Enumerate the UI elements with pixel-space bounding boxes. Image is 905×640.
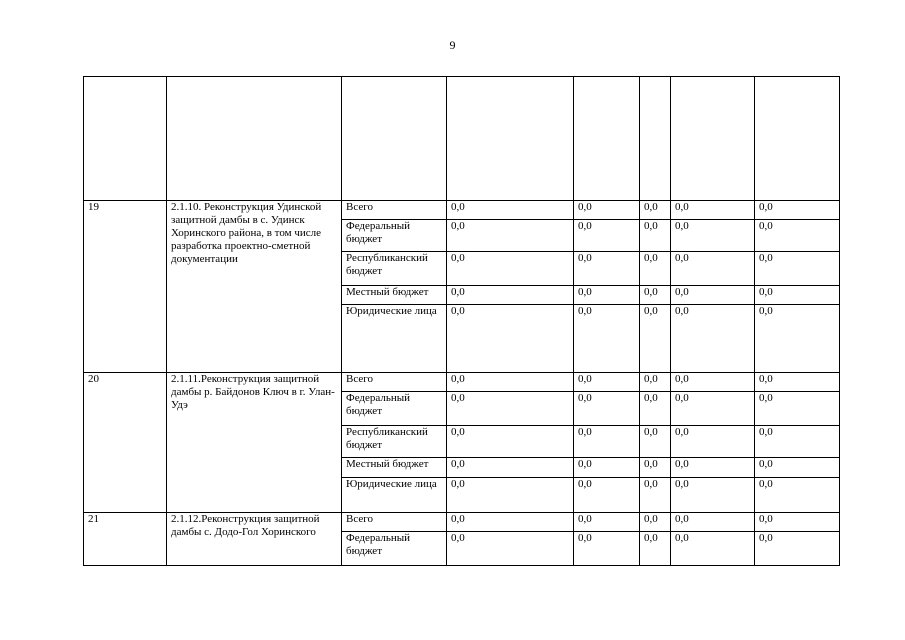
value-cell: 0,0 bbox=[671, 220, 755, 252]
header-cell bbox=[640, 77, 671, 201]
measure-name: 2.1.10. Реконструкция Удинской защитной дамбы в с. Удинск Хоринского района, в том числе разработка проектно-сметной документации bbox=[167, 201, 342, 373]
value-cell: 0,0 bbox=[755, 373, 840, 392]
value-cell: 0,0 bbox=[447, 305, 574, 373]
value-cell: 0,0 bbox=[671, 513, 755, 532]
header-cell bbox=[84, 77, 167, 201]
funding-source: Республиканский бюджет bbox=[342, 426, 447, 458]
value-cell: 0,0 bbox=[640, 201, 671, 220]
value-cell: 0,0 bbox=[640, 426, 671, 458]
value-cell: 0,0 bbox=[574, 532, 640, 566]
funding-source: Местный бюджет bbox=[342, 458, 447, 478]
value-cell: 0,0 bbox=[671, 392, 755, 426]
value-cell: 0,0 bbox=[755, 458, 840, 478]
value-cell: 0,0 bbox=[447, 220, 574, 252]
value-cell: 0,0 bbox=[755, 426, 840, 458]
value-cell: 0,0 bbox=[574, 252, 640, 286]
value-cell: 0,0 bbox=[671, 426, 755, 458]
value-cell: 0,0 bbox=[671, 373, 755, 392]
value-cell: 0,0 bbox=[447, 286, 574, 305]
value-cell: 0,0 bbox=[640, 392, 671, 426]
value-cell: 0,0 bbox=[574, 426, 640, 458]
value-cell: 0,0 bbox=[671, 252, 755, 286]
table-row bbox=[84, 513, 840, 532]
value-cell: 0,0 bbox=[755, 286, 840, 305]
value-cell: 0,0 bbox=[755, 392, 840, 426]
funding-source: Всего bbox=[342, 201, 447, 220]
value-cell: 0,0 bbox=[640, 373, 671, 392]
value-cell: 0,0 bbox=[640, 513, 671, 532]
funding-source: Федеральный бюджет bbox=[342, 392, 447, 426]
value-cell: 0,0 bbox=[671, 305, 755, 373]
table-row bbox=[84, 373, 840, 392]
value-cell: 0,0 bbox=[640, 458, 671, 478]
funding-source: Республиканский бюджет bbox=[342, 252, 447, 286]
header-cell bbox=[167, 77, 342, 201]
value-cell: 0,0 bbox=[671, 532, 755, 566]
budget-table bbox=[83, 76, 840, 566]
value-cell: 0,0 bbox=[447, 426, 574, 458]
value-cell: 0,0 bbox=[447, 458, 574, 478]
table-header-row bbox=[84, 77, 840, 201]
value-cell: 0,0 bbox=[755, 532, 840, 566]
value-cell: 0,0 bbox=[574, 305, 640, 373]
header-cell bbox=[755, 77, 840, 201]
value-cell: 0,0 bbox=[447, 513, 574, 532]
value-cell: 0,0 bbox=[574, 392, 640, 426]
value-cell: 0,0 bbox=[574, 478, 640, 513]
value-cell: 0,0 bbox=[447, 201, 574, 220]
header-cell bbox=[342, 77, 447, 201]
value-cell: 0,0 bbox=[640, 252, 671, 286]
value-cell: 0,0 bbox=[671, 478, 755, 513]
value-cell: 0,0 bbox=[447, 478, 574, 513]
value-cell: 0,0 bbox=[671, 458, 755, 478]
table-row bbox=[84, 201, 840, 220]
value-cell: 0,0 bbox=[574, 220, 640, 252]
value-cell: 0,0 bbox=[640, 305, 671, 373]
funding-source: Юридические лица bbox=[342, 478, 447, 513]
value-cell: 0,0 bbox=[755, 305, 840, 373]
header-cell bbox=[447, 77, 574, 201]
value-cell: 0,0 bbox=[447, 532, 574, 566]
row-number: 19 bbox=[84, 201, 167, 373]
value-cell: 0,0 bbox=[755, 201, 840, 220]
value-cell: 0,0 bbox=[640, 286, 671, 305]
value-cell: 0,0 bbox=[574, 286, 640, 305]
value-cell: 0,0 bbox=[574, 201, 640, 220]
value-cell: 0,0 bbox=[447, 392, 574, 426]
value-cell: 0,0 bbox=[755, 220, 840, 252]
value-cell: 0,0 bbox=[755, 252, 840, 286]
header-cell bbox=[671, 77, 755, 201]
value-cell: 0,0 bbox=[640, 532, 671, 566]
value-cell: 0,0 bbox=[574, 513, 640, 532]
funding-source: Федеральный бюджет bbox=[342, 532, 447, 566]
funding-source: Федеральный бюджет bbox=[342, 220, 447, 252]
value-cell: 0,0 bbox=[640, 478, 671, 513]
funding-source: Всего bbox=[342, 373, 447, 392]
value-cell: 0,0 bbox=[447, 252, 574, 286]
page-number: 9 bbox=[449, 38, 456, 52]
value-cell: 0,0 bbox=[671, 201, 755, 220]
value-cell: 0,0 bbox=[755, 513, 840, 532]
value-cell: 0,0 bbox=[755, 478, 840, 513]
value-cell: 0,0 bbox=[574, 373, 640, 392]
funding-source: Юридические лица bbox=[342, 305, 447, 373]
funding-source: Местный бюджет bbox=[342, 286, 447, 305]
row-number: 21 bbox=[84, 513, 167, 566]
row-number: 20 bbox=[84, 373, 167, 513]
funding-source: Всего bbox=[342, 513, 447, 532]
value-cell: 0,0 bbox=[447, 373, 574, 392]
value-cell: 0,0 bbox=[640, 220, 671, 252]
value-cell: 0,0 bbox=[574, 458, 640, 478]
measure-name: 2.1.12.Реконструкция защитной дамбы с. Додо-Гол Хоринского bbox=[167, 513, 342, 566]
value-cell: 0,0 bbox=[671, 286, 755, 305]
measure-name: 2.1.11.Реконструкция защитной дамбы р. Байдонов Ключ в г. Улан-Удэ bbox=[167, 373, 342, 513]
header-cell bbox=[574, 77, 640, 201]
